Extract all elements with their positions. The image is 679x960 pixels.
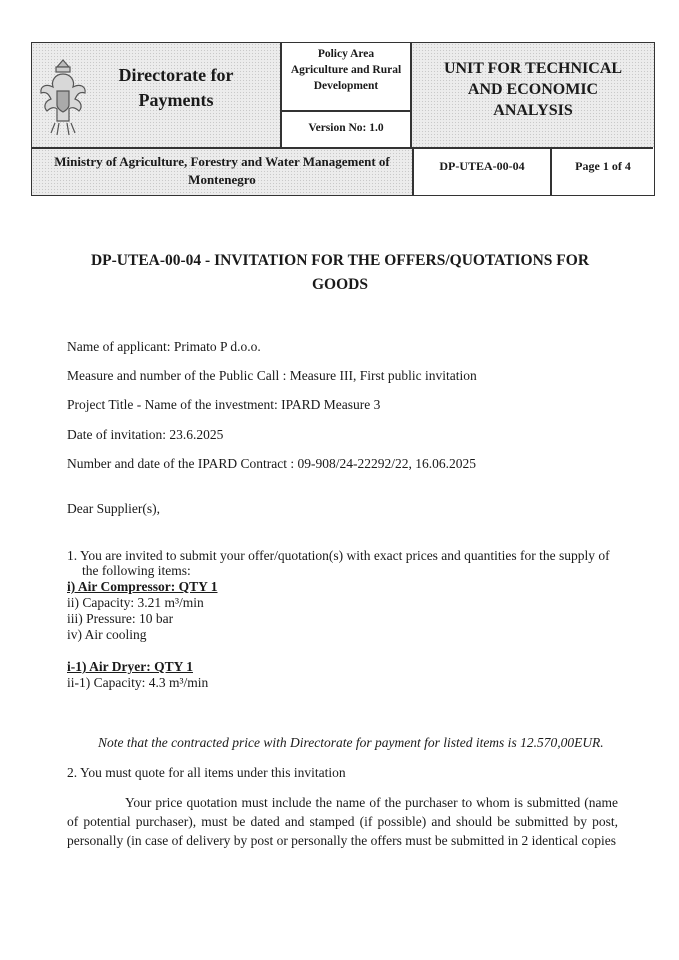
table-divider: [280, 43, 282, 147]
table-divider: [410, 43, 412, 147]
unit-cell: UNIT FOR TECHNICAL AND ECONOMIC ANALYSIS: [412, 43, 654, 147]
table-divider: [550, 147, 552, 195]
compressor-heading: i) Air Compressor: QTY 1: [67, 579, 218, 594]
document-title: DP-UTEA-00-04 - INVITATION FOR THE OFFERS/QUOTATIONS FOR GOODS: [90, 252, 590, 293]
price-note: Note that the contracted price with Directorate for payment for listed items is 12.570,00EUR.: [98, 735, 604, 750]
quotation-paragraph: Your price quotation must include the name of the purchaser to whom is submitted (name of potential purchaser), must be dated and stamped (if possible) and should be submitted by post, personally (in case of delivery by post or personally the offers must be submitted in 2 identical copies: [67, 795, 618, 848]
item-2-line: 2. You must quote for all items under this invitation: [67, 765, 346, 780]
compressor-cooling: iv) Air cooling: [67, 627, 147, 642]
invitation-date: Date of invitation: 23.6.2025: [67, 427, 224, 442]
document-code-cell: DP-UTEA-00-04: [439, 159, 525, 173]
dryer-spec-list: [67, 659, 208, 691]
compressor-spec-list: [67, 579, 218, 643]
ministry-cell: Ministry of Agriculture, Forestry and Water Management of Montenegro: [32, 149, 412, 195]
directorate-cell: [32, 43, 280, 147]
policy-area-cell: Policy Area Agriculture and Rural Development: [290, 48, 402, 92]
version-cell: Version No: 1.0: [308, 122, 384, 134]
measure-info: Measure and number of the Public Call : Measure III, First public invitation: [67, 368, 477, 383]
table-divider: [280, 110, 411, 112]
applicant-name: Name of applicant: Primato P d.o.o.: [67, 339, 261, 354]
dryer-heading: i-1) Air Dryer: QTY 1: [67, 659, 193, 674]
compressor-capacity: ii) Capacity: 3.21 m³/min: [67, 595, 204, 610]
contract-info: Number and date of the IPARD Contract : 09-908/24-22292/22, 16.06.2025: [67, 456, 476, 471]
greeting: Dear Supplier(s),: [67, 501, 160, 516]
item-1-continuation: the following items:: [82, 563, 191, 578]
directorate-title: Directorate for Payments: [118, 65, 234, 110]
table-divider: [412, 147, 414, 195]
table-divider: [32, 147, 653, 149]
project-title: Project Title - Name of the investment: IPARD Measure 3: [67, 397, 381, 412]
compressor-pressure: iii) Pressure: 10 bar: [67, 611, 174, 626]
dryer-capacity: ii-1) Capacity: 4.3 m³/min: [67, 675, 209, 690]
coat-of-arms-icon: [37, 57, 89, 137]
document-header-table: [31, 42, 655, 196]
item-1-line: 1. You are invited to submit your offer/quotation(s) with exact prices and quantities for the supply of: [67, 548, 610, 563]
page-number-cell: Page 1 of 4: [575, 159, 631, 173]
